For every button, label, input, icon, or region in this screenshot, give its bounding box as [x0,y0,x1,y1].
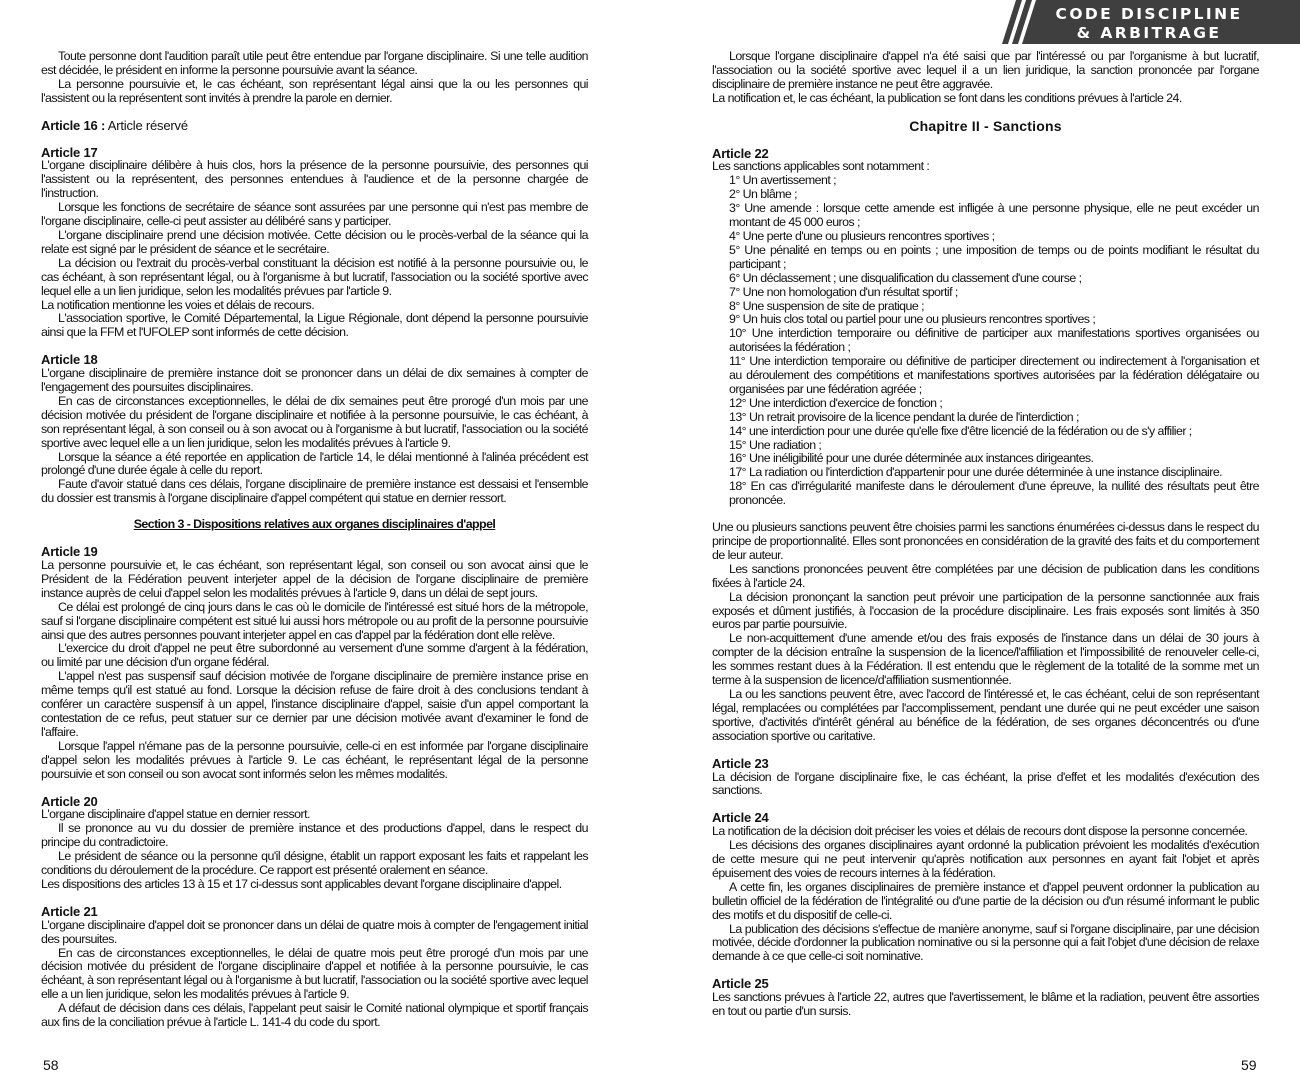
sanction-item: 16° Une inéligibilité pour une durée déterminée aux instances dirigeantes. [729,451,1094,466]
paragraph: En cas de circonstances exceptionnelles, le délai de quatre mois peut être prorogé d'un mois par une décision motivée du président de l'organe disciplinaire d'appel et notifiée à la personne poursuivie, le cas échéant, à son représentant légal ou à l'organisme à but lucratif, l'association ou la société sportive avec lequel elle a un lien juridique, selon les modalités prévues à l'article 9. [41,945,588,1002]
paragraph: A cette fin, les organes disciplinaires de première instance et d'appel peuvent ordonner la publication au bulletin officiel de la fédération de l'intégralité ou d'une partie de la décision ou d'un résumé informant le public des motifs et du dispositif de celle-ci. [712,879,1259,922]
paragraph: Les sanctions prononcées peuvent être complétées par une décision de publication dans les conditions fixées à l'article 24. [712,561,1259,590]
article-25-title: Article 25 [712,976,769,992]
section-3-heading: Section 3 - Dispositions relatives aux organes disciplinaires d'appel [133,517,496,532]
sanction-item: 15° Une radiation ; [729,437,822,452]
article-19-title: Article 19 [41,544,98,560]
paragraph: Les décisions des organes disciplinaires ayant ordonné la publication prévoient les modalités d'exécution de cette mesure qui ne peut intervenir qu'après notification aux personnes en ayant fait l'objet et après épuisement des voies de recours internes à la fédération. [712,838,1259,880]
sanction-item: 9° Un huis clos total ou partiel pour une ou plusieurs rencontres sportives ; [729,312,1096,327]
banner-title-line1: CODE DISCIPLINE [1055,5,1243,23]
header-banner [998,0,1300,44]
left-page-column [41,50,588,1030]
sanction-item: 17° La radiation ou l'interdiction d'appartenir pour une durée déterminée à une instance disciplinaire. [729,465,1223,480]
sanction-item: 18° En cas d'irrégularité manifeste dans le déroulement d'une épreuve, la nullité des résultats peut être prononcée. [729,479,1259,508]
paragraph: La personne poursuivie et, le cas échéant, son représentant légal ainsi que la ou les personnes qui l'assistent ou la représentent sont invités à prendre la parole en dernier. [41,76,588,105]
right-page-column [712,50,1259,1019]
sanction-item: 6° Un déclassement ; une disqualification du classement d'une course ; [729,270,1082,285]
sanction-item: 7° Une non homologation d'un résultat sportif ; [729,284,958,299]
paragraph: Toute personne dont l'audition paraît utile peut être entendue par l'organe disciplinaire. Si une telle audition est décidée, le président en informe la personne poursuivie avant la séance. [41,49,588,77]
paragraph: L'organe disciplinaire délibère à huis clos, hors la présence de la personne poursuivie, des personnes qui l'assistent ou la représentent, des personnes entendues à l'audience et de la personne chargée de l'instruction. [41,158,588,201]
paragraph: La décision prononçant la sanction peut prévoir une participation de la personne sanctionnée aux frais exposés et dûment justifiés, à l'occasion de la procédure disciplinaire. Les frais exposés sont limités à 350 euros par partie poursuivie. [712,589,1259,632]
article-16-text: Article réservé [105,117,188,133]
paragraph: Faute d'avoir statué dans ces délais, l'organe disciplinaire de première instance est dessaisi et l'ensemble du dossier est transmis à l'organe disciplinaire d'appel compétent qui statue en dernier ressort. [41,477,588,506]
paragraph: Lorsque les fonctions de secrétaire de séance sont assurées par une personne qui n'est pas membre de l'organe disciplinaire, celle-ci peut assister au délibéré sans y participer. [41,200,588,229]
paragraph: L'exercice du droit d'appel ne peut être subordonné au versement d'une somme d'argent à la fédération, ou limité par une décision d'un organe fédéral. [41,641,588,670]
paragraph: La notification mentionne les voies et délais de recours. [41,297,315,312]
sanction-item: 2° Un blâme ; [729,187,798,202]
paragraph: La personne poursuivie et, le cas échéant, son représentant légal, son conseil ou son avocat ainsi que le Président de la Fédération peuvent interjeter appel de la décision de l'organe disciplinaire de première instance auprès de celui d'appel selon les modalités prévues à l'article 9, dans un délai de sept jours. [41,558,588,600]
sanction-item: 5° Une pénalité en temps ou en points ; une imposition de temps ou de points modifiant le résultat du participant ; [729,242,1259,271]
sanction-item: 8° Une suspension de site de pratique ; [729,298,924,313]
page-number-left: 58 [43,1057,59,1073]
paragraph: La publication des décisions s'effectue de manière anonyme, sauf si l'organe disciplinaire, par une décision motivée, décide d'ordonner la publication nominative ou si la personne qui a fait l'objet d'une décision de relaxe demande à ce que celle-ci soit nominative. [712,921,1259,964]
paragraph: Lorsque l'appel n'émane pas de la personne poursuivie, celle-ci en est informée par l'organe disciplinaire d'appel selon les modalités prévues à l'article 9. Le cas échéant, le représentant légal de la personne poursuivie et son conseil ou son avocat sont informés selon les mêmes modalités. [41,738,588,781]
sanction-item: 3° Une amende : lorsque cette amende est infligée à une personne physique, elle ne peut excéder un montant de 45 000 euros ; [729,201,1259,230]
paragraph: La décision ou l'extrait du procès-verbal constituant la décision est notifié à la personne poursuivie ou, le cas échéant, à son représentant légal, ou à l'organisme à but lucratif, l'association ou la société sportive avec lequel elle a un lien juridique, selon les modalités prévues par l'article 9. [41,255,588,298]
paragraph: Une ou plusieurs sanctions peuvent être choisies parmi les sanctions énumérées ci-dessus dans le respect du principe de proportionnalité. Elles sont prononcées en considération de la gravité des faits et du comportement de leur auteur. [712,520,1259,562]
paragraph: Le président de séance ou la personne qu'il désigne, établit un rapport exposant les faits et rappelant les conditions du déroulement de la procédure. Ce rapport est présenté oralement en séance. [41,849,588,878]
article-20-title: Article 20 [41,793,98,809]
article-23-title: Article 23 [712,755,769,771]
paragraph: Le non-acquittement d'une amende et/ou des frais exposés de l'instance dans un délai de 30 jours à compter de la décision entraîne la suspension de la licence/l'affiliation et l'impossibilité de renouveler celle-ci, les sommes restant dues à la Fédération. Il est entendu que le règlement de la totalité de la somme met un terme à la suspension de licence/d'affiliation susmentionnée. [712,631,1259,688]
paragraph: L'organe disciplinaire prend une décision motivée. Cette décision ou le procès-verbal de la séance qui la relate est signé par le président de séance et le secrétaire. [41,227,588,256]
paragraph: Les sanctions applicables sont notamment : [712,159,930,174]
sanction-item: 14° une interdiction pour une durée qu'elle fixe d'être licencié de la fédération ou de s'y affilier ; [729,423,1192,438]
article-17-title: Article 17 [41,144,98,160]
paragraph: La décision de l'organe disciplinaire fixe, le cas échéant, la prise d'effet et les modalités d'exécution des sanctions. [712,769,1259,798]
paragraph: Lorsque la séance a été reportée en application de l'article 14, le délai mentionné à l'alinéa précédent est prolongé d'une durée égale à celle du report. [41,449,588,478]
sanction-item: 11° Une interdiction temporaire ou définitive de participer directement ou indirectement à l'organisation et au déroulement des compétitions et manifestations sportives autorisées par la fédération délégataire ou organisées par une fédération agréée ; [729,354,1259,396]
sanction-item: 1° Un avertissement ; [729,173,837,188]
sanction-item: 10° Une interdiction temporaire ou définitive de participer aux manifestations sportives organisées ou autorisées la fédération ; [729,326,1259,355]
paragraph: En cas de circonstances exceptionnelles, le délai de dix semaines peut être prorogé d'un mois par une décision motivée du président de l'organe disciplinaire et notifiée à la personne poursuivie, le cas échéant, à son représentant légal, à son conseil ou à son avocat ou à l'organisme à but lucratif, l'association ou la société sportive avec lequel elle a un lien juridique, selon les modalités prévues à l'article 9. [41,393,588,450]
chapter-heading: Chapitre II - Sanctions [909,117,1062,134]
paragraph: Ce délai est prolongé de cinq jours dans le cas où le domicile de l'intéressé est situé hors de la métropole, sauf si l'organe disciplinaire compétent est situé lui aussi hors métropole ou au profit de la personne poursuivie ainsi que des autres personnes pouvant interjeter appel en cas d'appel par la fédération dont elle relève. [41,599,588,642]
paragraph: L'organe disciplinaire d'appel doit se prononcer dans un délai de quatre mois à compter de l'engagement initial des poursuites. [41,917,588,946]
page-number-right: 59 [1241,1057,1257,1073]
sanction-item: 12° Une interdiction d'exercice de fonction ; [729,395,943,410]
paragraph: A défaut de décision dans ces délais, l'appelant peut saisir le Comité national olympique et sportif français aux fins de la conciliation prévue à l'article L. 141-4 du code du sport. [41,1001,588,1030]
article-16-heading [41,119,588,133]
paragraph: La notification de la décision doit préciser les voies et délais de recours dont dispose la personne concernée. [712,824,1248,839]
paragraph: L'organe disciplinaire d'appel statue en dernier ressort. [41,807,310,822]
banner-title-line2: & ARBITRAGE [1076,24,1222,42]
paragraph: Les dispositions des articles 13 à 15 et 17 ci-dessus sont applicables devant l'organe disciplinaire d'appel. [41,876,562,891]
article-24-title: Article 24 [712,810,769,826]
paragraph: Les sanctions prévues à l'article 22, autres que l'avertissement, le blâme et la radiation, peuvent être assorties en tout ou partie d'un sursis. [712,990,1259,1019]
sanction-item: 13° Un retrait provisoire de la licence pendant la durée de l'interdiction ; [729,409,1079,424]
article-18-title: Article 18 [41,352,98,368]
paragraph: L'association sportive, le Comité Départemental, la Ligue Régionale, dont dépend la personne poursuivie ainsi que la FFM et l'UFOLEP sont informés de cette décision. [41,311,588,340]
paragraph: Il se prononce au vu du dossier de première instance et des productions d'appel, dans le respect du principe du contradictoire. [41,821,588,850]
article-16-title: Article 16 : [41,117,106,133]
paragraph: La ou les sanctions peuvent être, avec l'accord de l'intéressé et, le cas échéant, celui de son représentant légal, remplacées ou complétées par l'accomplissement, pendant une durée qui ne peut excéder une saison sportive, d'activités d'intérêt général au bénéfice de la fédération, de ses organes déconcentrés ou d'une association sportive ou caritative. [712,686,1259,743]
article-21-title: Article 21 [41,903,98,919]
paragraph: Lorsque l'organe disciplinaire d'appel n'a été saisi que par l'intéressé ou par l'organisme à but lucratif, l'association ou la société sportive avec lequel il a un lien juridique, la sanction prononcée par l'organe disciplinaire de première instance ne peut être aggravée. [712,49,1259,91]
sanctions-list [712,174,1259,508]
paragraph: La notification et, le cas échéant, la publication se font dans les conditions prévues à l'article 24. [712,90,1182,105]
paragraph: L'appel n'est pas suspensif sauf décision motivée de l'organe disciplinaire de première instance prise en même temps qu'il est statué au fond. Lorsque la décision refuse de faire droit à des conclusions tendant à conférer un caractère suspensif à un appel, l'instance disciplinaire d'appel, saisie d'un appel comportant la contestation de ce refus, peut statuer sur ce dernier par une décision motivée avant d'examiner le fond de l'affaire. [41,669,588,739]
paragraph: L'organe disciplinaire de première instance doit se prononcer dans un délai de dix semaines à compter de l'engagement des poursuites disciplinaires. [41,366,588,395]
sanction-item: 4° Une perte d'une ou plusieurs rencontres sportives ; [729,228,995,243]
article-22-title: Article 22 [712,145,769,161]
